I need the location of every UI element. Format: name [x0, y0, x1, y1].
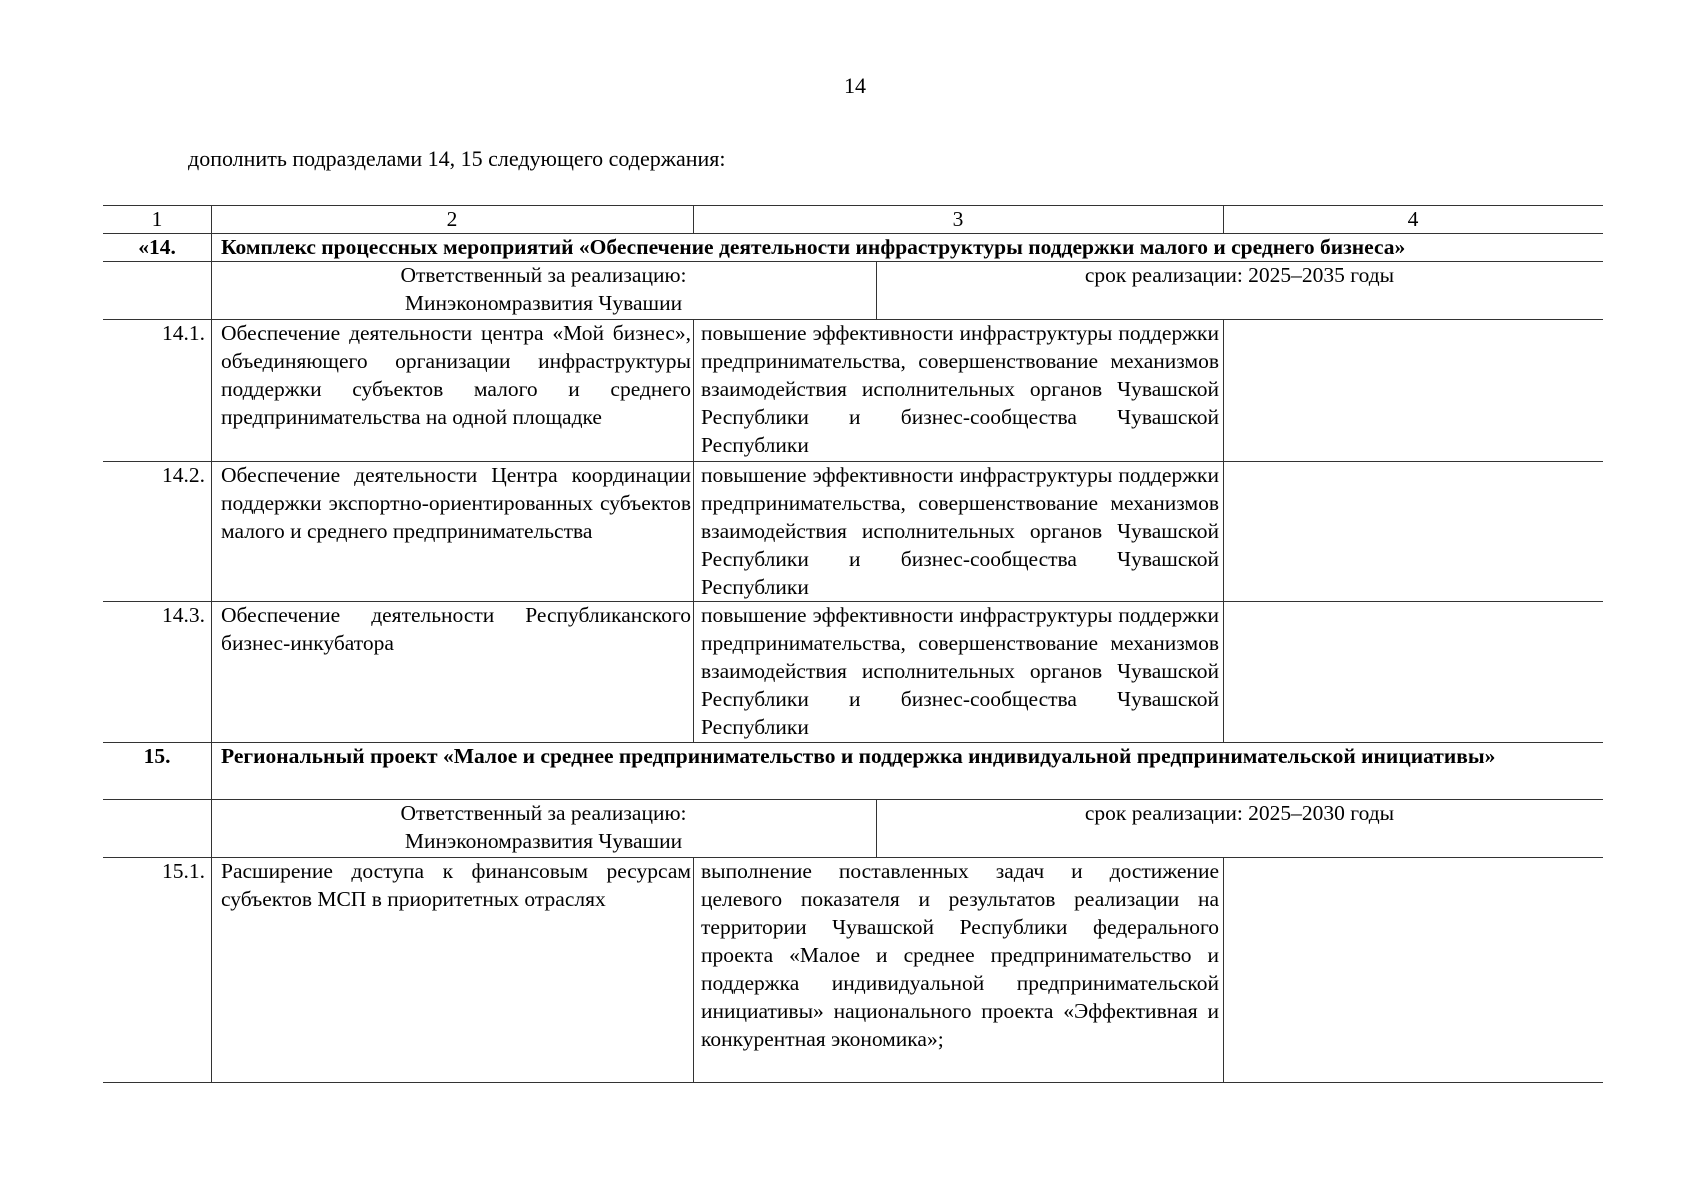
header-cell-3: 3 [952, 207, 964, 231]
measure-text: Расширение доступа к финансовым ресурсам субъектов МСП в приоритетных отраслях [221, 859, 691, 911]
row-number: 14.2. [162, 463, 205, 487]
responsible-row [103, 799, 1603, 857]
term-text: срок реализации: 2025–2035 годы [1084, 263, 1395, 287]
responsible-text: Ответственный за реализацию: Минэкономразвития Чувашии [400, 263, 687, 315]
header-cell-4: 4 [1407, 207, 1419, 231]
result-text: повышение эффективности инфраструктуры поддержки предпринимательства, совершенствование механизмов взаимодействия исполнительных органов Чувашской Республики и бизнес-сообщества Чувашской Республики [701, 321, 1219, 457]
table-row [103, 461, 1603, 601]
section-title: Комплекс процессных мероприятий «Обеспечение деятельности инфраструктуры поддержки малого и среднего бизнеса» [221, 235, 1406, 259]
measure-text: Обеспечение деятельности центра «Мой бизнес», объединяющего организации инфраструктуры поддержки субъектов малого и среднего предпринимательства на одной площадке [221, 321, 691, 429]
section-title: Региональный проект «Малое и среднее предпринимательство и поддержка индивидуальной предпринимательской инициативы» [221, 744, 1496, 768]
row-number: 14.3. [162, 603, 205, 627]
row-number: 15.1. [162, 859, 205, 883]
table-row [103, 319, 1603, 461]
term-text: срок реализации: 2025–2030 годы [1084, 801, 1395, 825]
result-text: повышение эффективности инфраструктуры поддержки предпринимательства, совершенствование механизмов взаимодействия исполнительных органов Чувашской Республики и бизнес-сообщества Чувашской Республики [701, 463, 1219, 599]
measure-text: Обеспечение деятельности Республиканского бизнес-инкубатора [221, 603, 691, 655]
section-number: «14. [138, 235, 176, 259]
responsible-text: Ответственный за реализацию: Минэкономразвития Чувашии [400, 801, 687, 853]
intro-text: дополнить подразделами 14, 15 следующего содержания: [188, 146, 726, 171]
table-header-row [103, 205, 1603, 233]
section-number: 15. [143, 744, 171, 768]
table-row [103, 601, 1603, 742]
page-number: 14 [844, 73, 866, 98]
result-text: выполнение поставленных задач и достижение целевого показателя и результатов реализации на территории Чувашской Республики федерального проекта «Малое и среднее предпринимательство и поддержка индивидуальной предпринимательской инициативы» национального проекта «Эффективная и конкурентная экономика»; [701, 859, 1219, 1051]
header-cell-2: 2 [446, 207, 458, 231]
row-number: 14.1. [162, 321, 205, 345]
result-text: повышение эффективности инфраструктуры поддержки предпринимательства, совершенствование механизмов взаимодействия исполнительных органов Чувашской Республики и бизнес-сообщества Чувашской Республики [701, 603, 1219, 739]
responsible-row [103, 261, 1603, 319]
table-rule [103, 1082, 1603, 1083]
section-title-row [103, 742, 1603, 799]
table-row [103, 857, 1603, 1082]
section-title-row [103, 233, 1603, 261]
header-cell-1: 1 [151, 207, 163, 231]
measure-text: Обеспечение деятельности Центра координации поддержки экспортно-ориентированных субъектов малого и среднего предпринимательства [221, 463, 691, 543]
